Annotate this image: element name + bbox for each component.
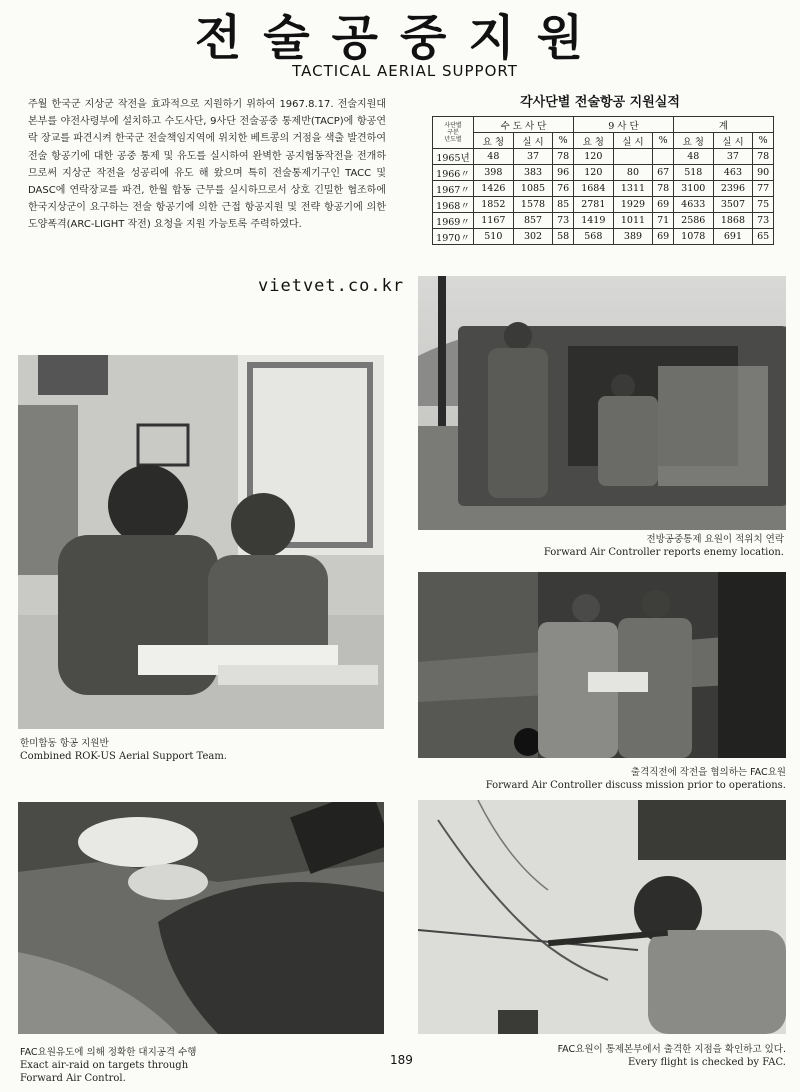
table-row [433,165,774,181]
table-cell: 96 [553,165,574,181]
table-cell [653,149,674,165]
photo-fac-map-check [418,800,786,1034]
caption-korean: FAC요원이 통제본부에서 출격한 지점을 확인하고 있다. [557,1044,786,1055]
year-cell: 1968〃 [433,197,474,213]
table-cell: 73 [553,213,574,229]
table-cell: 3100 [673,181,713,197]
table-cell: 120 [573,165,613,181]
table-cell: 302 [513,229,553,245]
table-cell: 2396 [713,181,753,197]
table-corner-cell: 사단별 구분 년도별 [433,117,474,149]
page-title-korean: 전술공중지원 [194,10,606,66]
table-cell: 2781 [573,197,613,213]
table-header-row-groups [433,117,774,133]
sub-header: 실 시 [713,133,753,149]
table-cell: 1868 [713,213,753,229]
caption-english-line1: Exact air-raid on targets through [20,1060,189,1071]
table-row [433,197,774,213]
sub-header: 실 시 [613,133,653,149]
table-cell: 37 [513,149,553,165]
table-cell: 2586 [673,213,713,229]
table-cell: 85 [553,197,574,213]
table-header-row-sub [433,133,774,149]
table-cell: 78 [553,149,574,165]
caption-photo3 [430,766,786,792]
table-cell: 58 [553,229,574,245]
photo-combined-team [18,355,384,729]
sub-header: 요 청 [673,133,713,149]
table-row [433,229,774,245]
group-header: 수 도 사 단 [474,117,574,133]
table-cell: 3507 [713,197,753,213]
table-cell: 1167 [474,213,514,229]
table-cell: 37 [713,149,753,165]
caption-photo4 [20,1046,340,1085]
table-cell: 75 [753,197,774,213]
table-cell: 120 [573,149,613,165]
table-cell: 69 [653,229,674,245]
caption-korean: 전방공중통제 요원이 적위치 연락 [646,534,784,545]
table-row [433,213,774,229]
photo-fac-radio-jeep [418,276,786,530]
year-cell: 1970〃 [433,229,474,245]
caption-korean: 한미합동 항공 지원반 [20,738,109,749]
table-cell: 67 [653,165,674,181]
table-cell: 857 [513,213,553,229]
table-cell: 76 [553,181,574,197]
table-cell: 463 [713,165,753,181]
sub-header: 요 청 [474,133,514,149]
table-cell: 1011 [613,213,653,229]
table-cell: 73 [753,213,774,229]
page-title-english: TACTICAL AERIAL SUPPORT [292,62,518,80]
sub-header: 실 시 [513,133,553,149]
caption-korean: FAC요원유도에 의해 정확한 대지공격 수행 [20,1047,197,1058]
table-cell: 48 [474,149,514,165]
intro-paragraph: 주월 한국군 지상군 작전을 효과적으로 지원하기 위하여 1967.8.17. 전술지원대 본부를 야전사령부에 설치하고 수도사단, 9사단 전술공중 통제반(TACP)에 항공연락 장교를 파견시켜 한국군 전술책임지역에 위치한 베트콩의 거점을 색출 발견하여 전술 항공기에 대한 공중 통제 및 유도를 실시하여 완벽한 공지협동작전을 전개하므로써 지상군 작전을 성공리에 유도 해 왔으며 특히 전술통제기구인 TACC 및 DASC에 연락장교를 파견, 한월 합동 근무를 실시하므로서 상호 긴밀한 협조하에 한국지상군이 요구하는 전술 항공기에 의한 근접 항공지원 및 전략 항공기에 의한 도양폭격(ARC-LIGHT 작전) 요청을 지원 가능토록 주력하였다. [28,99,386,231]
table-cell: 69 [653,197,674,213]
table-cell: 77 [753,181,774,197]
group-header: 계 [673,117,773,133]
table-cell: 518 [673,165,713,181]
year-cell: 1969〃 [433,213,474,229]
table-cell: 1419 [573,213,613,229]
table-cell: 389 [613,229,653,245]
caption-photo2 [20,737,340,763]
year-cell: 1965년 [433,149,474,165]
group-header: 9 사 단 [573,117,673,133]
table-cell: 691 [713,229,753,245]
caption-english-line2: Forward Air Control. [20,1073,126,1084]
caption-english: Forward Air Controller discuss mission prior to operations. [485,780,786,791]
website-watermark: vietvet.co.kr [258,276,405,296]
table-cell: 383 [513,165,553,181]
year-cell: 1967〃 [433,181,474,197]
table-title: 각사단별 전술항공 지원실적 [520,95,680,110]
page-number: 189 [390,1053,413,1067]
table-cell: 1311 [613,181,653,197]
table-cell: 1085 [513,181,553,197]
table-cell: 65 [753,229,774,245]
table-cell: 1078 [673,229,713,245]
table-cell: 71 [653,213,674,229]
table-cell: 4633 [673,197,713,213]
sub-header: % [653,133,674,149]
caption-english: Combined ROK-US Aerial Support Team. [20,751,227,762]
caption-korean: 출격직전에 작전을 협의하는 FAC요원 [630,767,786,778]
caption-photo5 [430,1043,786,1069]
table-cell: 1929 [613,197,653,213]
table-cell: 90 [753,165,774,181]
sub-header: 요 청 [573,133,613,149]
table-row [433,149,774,165]
caption-photo1 [540,533,784,559]
table-cell: 1852 [474,197,514,213]
support-stats-table [432,116,774,245]
sub-header: % [553,133,574,149]
table-cell: 1578 [513,197,553,213]
table-cell: 78 [653,181,674,197]
table-row [433,181,774,197]
table-cell: 1684 [573,181,613,197]
year-cell: 1966〃 [433,165,474,181]
table-cell: 48 [673,149,713,165]
photo-fac-mission-briefing [418,572,786,758]
table-cell: 1426 [474,181,514,197]
table-cell: 568 [573,229,613,245]
table-cell [613,149,653,165]
sub-header: % [753,133,774,149]
caption-english: Every flight is checked by FAC. [627,1057,786,1068]
table-cell: 78 [753,149,774,165]
photo-air-raid-aerial [18,802,384,1034]
table-cell: 510 [474,229,514,245]
table-cell: 398 [474,165,514,181]
table-cell: 80 [613,165,653,181]
caption-english: Forward Air Controller reports enemy location. [543,547,784,558]
